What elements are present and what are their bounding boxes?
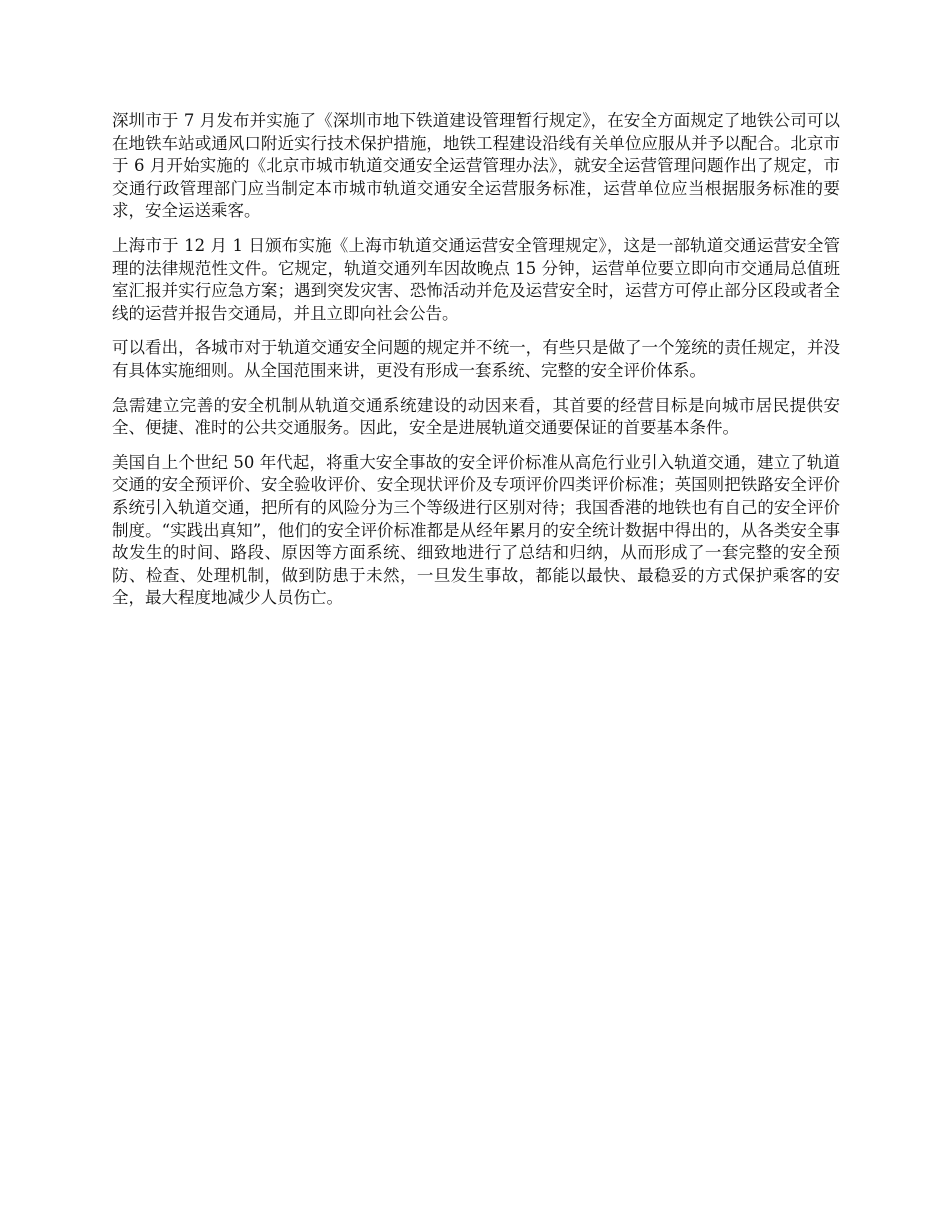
paragraph-analysis: 可以看出，各城市对于轨道交通安全问题的规定并不统一，有些只是做了一个笼统的责任规定，并没有具体实施细则。从全国范围来讲，更没有形成一套系统、完整的安全评价体系。 xyxy=(112,338,840,380)
paragraph-international-practice: 美国自上个世纪 50 年代起，将重大安全事故的安全评价标准从高危行业引入轨道交通，建立了轨道交通的安全预评价、安全验收评价、安全现状评价及专项评价四类评价标准；英国则把铁路安全评价系统引入轨道交通，把所有的风险分为三个等级进行区别对待；我国香港的地铁也有自己的安全评价制度。“实践出真知”，他们的安全评价标准都是从经年累月的安全统计数据中得出的，从各类安全事故发生的时间、路段、原因等方面系统、细致地进行了总结和归纳，从而形成了一套完整的安全预防、检查、处理机制，做到防患于未然，一旦发生事故，都能以最快、最稳妥的方式保护乘客的安全，最大程度地减少人员伤亡。 xyxy=(112,452,840,608)
paragraph-shenzhen-beijing: 深圳市于 7 月发布并实施了《深圳市地下铁道建设管理暂行规定》，在安全方面规定了地铁公司可以在地铁车站或通风口附近实行技术保护措施，地铁工程建设沿线有关单位应服从并予以配合。北京市于 6 月开始实施的《北京市城市轨道交通安全运营管理办法》，就安全运营管理问题作出了规定，市交通行政管理部门应当制定本市城市轨道交通安全运营服务标准，运营单位应当根据服务标准的要求，安全运送乘客。 xyxy=(112,111,840,221)
document-body xyxy=(112,110,840,622)
paragraph-need-mechanism: 急需建立完善的安全机制从轨道交通系统建设的动因来看，其首要的经营目标是向城市居民提供安全、便捷、准时的公共交通服务。因此，安全是进展轨道交通要保证的首要基本条件。 xyxy=(112,395,840,438)
paragraph-shanghai: 上海市于 12 月 1 日颁布实施《上海市轨道交通运营安全管理规定》，这是一部轨道交通运营安全管理的法律规范性文件。它规定，轨道交通列车因故晚点 15 分钟，运营单位要立即向市交通局总值班室汇报并实行应急方案；遇到突发灾害、恐怖活动并危及运营安全时，运营方可停止部分区段或者全线的运营并报告交通局，并且立即向社会公告。 xyxy=(112,235,840,323)
